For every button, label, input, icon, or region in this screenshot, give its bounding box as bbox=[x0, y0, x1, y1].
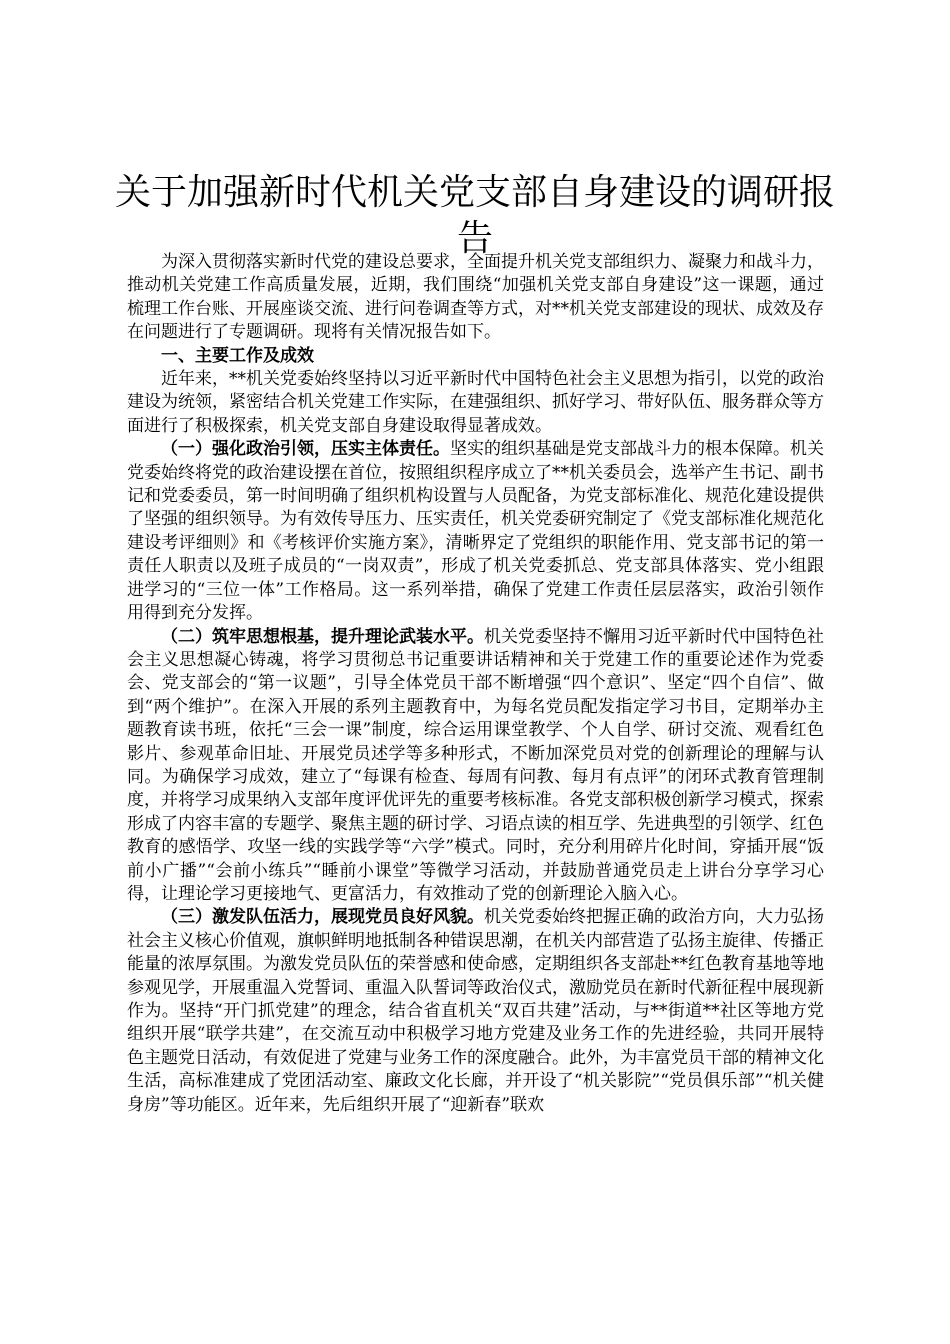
document-title: 关于加强新时代机关党支部自身建设的调研报告 bbox=[114, 172, 835, 259]
item-lead-1: （一）强化政治引领，压实主体责任。 bbox=[161, 439, 450, 460]
item-text-1: 坚实的组织基础是党支部战斗力的根本保障。机关党委始终将党的政治建设摆在首位，按照组织程序成立了**机关委员会，选举产生书记、副书记和党委委员，第一时间明确了组织机构设置与人员配备，为党支部标准化、规范化建设提供了坚强的组织领导。为有效传导压力、压实责任，机关党委研究制定了《党支部标准化规范化建设考评细则》和《考核评价实施方案》，清晰界定了党组织的职能作用、党支部书记的第一责任人职责以及班子成员的“一岗双责”，形成了机关党委抓总、党支部具体落实、党小组跟进学习的“三位一体”工作格局。这一系列举措，确保了党建工作责任层层落实，政治引领作用得到充分发挥。 bbox=[127, 439, 824, 624]
item-lead-2: （二）筑牢思想根基，提升理论武装水平。 bbox=[161, 626, 484, 647]
intro-paragraph: 为深入贯彻落实新时代党的建设总要求，全面提升机关党支部组织力、凝聚力和战斗力，推动机关党建工作高质量发展，近期，我们围绕“加强机关党支部自身建设”这一课题，通过梳理工作台账、开展座谈交流、进行问卷调查等方式，对**机关党支部建设的现状、成效及存在问题进行了专题调研。现将有关情况报告如下。 bbox=[127, 252, 824, 343]
item-text-2: 机关党委坚持不懈用习近平新时代中国特色社会主义思想凝心铸魂，将学习贯彻总书记重要讲话精神和关于党建工作的重要论述作为党委会、党支部会的“第一议题”，引导全体党员干部不断增强“四个意识”、坚定“四个自信”、做到“两个维护”。在深入开展的系列主题教育中，为每名党员配发指定学习书目，定期举办主题教育读书班，依托“三会一课”制度，综合运用课堂教学、个人自学、研讨交流、观看红色影片、参观革命旧址、开展党员述学等多种形式，不断加深党员对党的创新理论的理解与认同。为确保学习成效，建立了“每课有检查、每周有问教、每月有点评”的闭环式教育管理制度，并将学习成果纳入支部年度评优评先的重要考核标准。各党支部积极创新学习模式，探索形成了内容丰富的专题学、聚焦主题的研讨学、习语点读的相互学、先进典型的引领学、红色教育的感悟学、攻坚一线的实践学等“六学”模式。同时，充分利用碎片化时间，穿插开展“饭前小广播”“会前小练兵”“睡前小课堂”等微学习活动，并鼓励普通党员走上讲台分享学习心得，让理论学习更接地气、更富活力，有效推动了党的创新理论入脑入心。 bbox=[127, 626, 824, 904]
item-paragraph-3 bbox=[127, 906, 824, 1117]
document-body bbox=[127, 251, 824, 1117]
section-intro-paragraph: 近年来，**机关党委始终坚持以习近平新时代中国特色社会主义思想为指引，以党的政治建设为统领，紧密结合机关党建工作实际，在建强组织、抓好学习、带好队伍、服务群众等方面进行了积极探索，机关党支部自身建设取得显著成效。 bbox=[127, 369, 824, 436]
item-lead-3: （三）激发队伍活力，展现党员良好风貌。 bbox=[161, 907, 484, 928]
item-paragraph-2 bbox=[127, 626, 824, 907]
section-heading: 一、主要工作及成效 bbox=[161, 345, 314, 366]
item-paragraph-1 bbox=[127, 438, 824, 625]
item-text-3: 机关党委始终把握正确的政治方向，大力弘扬社会主义核心价值观，旗帜鲜明地抵制各种错误思潮，在机关内部营造了弘扬主旋律、传播正能量的浓厚氛围。为激发党员队伍的荣誉感和使命感，定期组织各支部赴**红色教育基地等地参观见学，开展重温入党誓词、重温入队誓词等政治仪式，激励党员在新时代新征程中展现新作为。坚持“开门抓党建”的理念，结合省直机关“双百共建”活动，与**街道**社区等地方党组织开展“联学共建”，在交流互动中积极学习地方党建及业务工作的先进经验，共同开展特色主题党日活动，有效促进了党建与业务工作的深度融合。此外，为丰富党员干部的精神文化生活，高标准建成了党团活动室、廉政文化长廊，并开设了“机关影院”“党员俱乐部”“机关健身房”等功能区。近年来，先后组织开展了“迎新春”联欢 bbox=[127, 907, 824, 1115]
